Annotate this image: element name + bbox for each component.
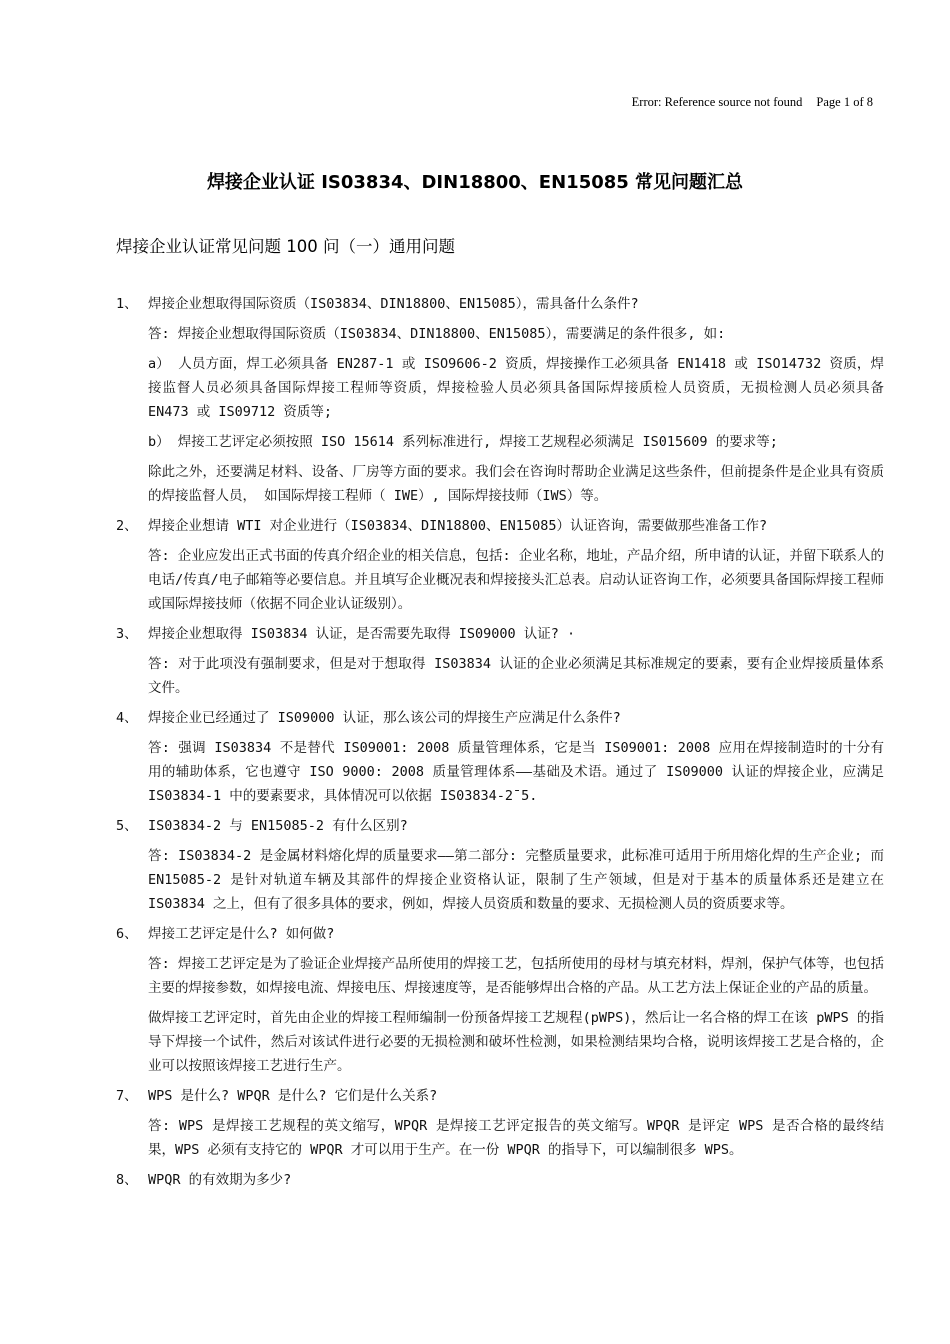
answer-paragraph: 答: IS03834-2 是金属材料熔化焊的质量要求——第二部分: 完整质量要求，此标准可适用于所用熔化焊的生产企业; 而 EN15085-2 是针对轨道车辆及其部件的焊接企业资格认证，限制了生产领域，但是对于基本的质量体系还是建立在 IS03834 之上，但有了很多具体的要求，例如，焊接人员资质和数量的要求、无损检测人员的资质要求等。 [148, 848, 884, 912]
faq-question [116, 922, 884, 946]
answer-paragraph: 答: 企业应发出正式书面的传真介绍企业的相关信息，包括: 企业名称，地址，产品介绍，所申请的认证，并留下联系人的电话/传真/电子邮箱等必要信息。并且填写企业概况表和焊接接头汇总表。启动认证咨询工作，必须要具备国际焊接工程师或国际焊接技师（依据不同企业认证级别）。 [148, 548, 884, 612]
header-page-number: Page 1 of 8 [816, 95, 873, 109]
faq-question [116, 292, 884, 316]
question-number: 1、 [116, 296, 138, 312]
question-text: 焊接企业想取得 IS03834 认证，是否需要先取得 IS09000 认证? · [148, 626, 576, 642]
answer-paragraph: 答: 对于此项没有强制要求，但是对于想取得 IS03834 认证的企业必须满足其标准规定的要素，要有企业焊接质量体系文件。 [148, 656, 884, 696]
section-heading: 焊接企业认证常见问题 100 问（一）通用问题 [116, 237, 455, 256]
faq-question [116, 514, 884, 538]
document-title: 焊接企业认证 IS03834、DIN18800、EN15085 常见问题汇总 [206, 172, 744, 193]
question-text: 焊接企业想请 WTI 对企业进行（IS03834、DIN18800、EN15085）认证咨询，需要做那些准备工作? [148, 518, 768, 534]
question-text: WPQR 的有效期为多少? [148, 1172, 292, 1188]
answer-paragraph: 答: 焊接企业想取得国际资质（IS03834、DIN18800、EN15085），需要满足的条件很多, 如: [148, 326, 726, 342]
question-text: 焊接工艺评定是什么? 如何做? [148, 926, 335, 942]
answer-paragraph: a） 人员方面，焊工必须具备 EN287-1 或 ISO9606-2 资质，焊接操作工必须具备 EN1418 或 ISO14732 资质，焊接监督人员必须具备国际焊接工程师等资质，焊接检验人员必须具备国际焊接质检人员资质，无损检测人员必须具备 EN473 或 IS09712 资质等; [148, 356, 884, 420]
page-header [632, 95, 873, 110]
question-number: 4、 [116, 710, 138, 726]
question-number: 7、 [116, 1088, 138, 1104]
header-error-text: Error: Reference source not found [631, 95, 803, 109]
question-number: 6、 [116, 926, 138, 942]
question-number: 2、 [116, 518, 138, 534]
question-number: 8、 [116, 1172, 138, 1188]
faq-question [116, 1084, 884, 1108]
answer-paragraph: 答: 强调 IS03834 不是替代 IS09001: 2008 质量管理体系，它是当 IS09001: 2008 应用在焊接制造时的十分有用的辅助体系，它也遵守 ISO 9000: 2008 质量管理体系——基础及术语。通过了 IS09000 认证的焊接企业，应满足 IS03834-1 中的要素要求，具体情况可以依据 IS03834-2¯5. [148, 740, 884, 804]
answer-paragraph: 答: 焊接工艺评定是为了验证企业焊接产品所使用的焊接工艺，包括所使用的母材与填充材料，焊剂，保护气体等，也包括主要的焊接参数，如焊接电流、焊接电压、焊接速度等，是否能够焊出合格的产品。从工艺方法上保证企业的产品的质量。 [148, 956, 884, 996]
question-number: 5、 [116, 818, 138, 834]
question-text: 焊接企业已经通过了 IS09000 认证，那么该公司的焊接生产应满足什么条件? [148, 710, 621, 726]
answer-paragraph: b） 焊接工艺评定必须按照 ISO 15614 系列标准进行, 焊接工艺规程必须满足 IS015609 的要求等; [148, 434, 778, 450]
faq-question [116, 622, 884, 646]
answer-paragraph: 答: WPS 是焊接工艺规程的英文缩写，WPQR 是焊接工艺评定报告的英文缩写。WPQR 是评定 WPS 是否合格的最终结果，WPS 必须有支持它的 WPQR 才可以用于生产。在一份 WPQR 的指导下，可以编制很多 WPS。 [148, 1118, 884, 1158]
question-text: IS03834-2 与 EN15085-2 有什么区别? [148, 818, 408, 834]
faq-list [116, 292, 884, 1198]
faq-question [116, 706, 884, 730]
answer-paragraph: 做焊接工艺评定时，首先由企业的焊接工程师编制一份预备焊接工艺规程(pWPS)，然后让一名合格的焊工在该 pWPS 的指导下焊接一个试件，然后对该试件进行必要的无损检测和破坏性检测，如果检测结果均合格，说明该焊接工艺是合格的，企业可以按照该焊接工艺进行生产。 [148, 1010, 884, 1074]
faq-question [116, 814, 884, 838]
question-text: 焊接企业想取得国际资质（IS03834、DIN18800、EN15085），需具备什么条件? [148, 296, 639, 312]
question-number: 3、 [116, 626, 138, 642]
answer-paragraph: 除此之外，还要满足材料、设备、厂房等方面的要求。我们会在咨询时帮助企业满足这些条件，但前提条件是企业具有资质的焊接监督人员， 如国际焊接工程师（ IWE）, 国际焊接技师（IWS）等。 [148, 464, 884, 504]
faq-question [116, 1168, 884, 1192]
question-text: WPS 是什么? WPQR 是什么? 它们是什么关系? [148, 1088, 438, 1104]
